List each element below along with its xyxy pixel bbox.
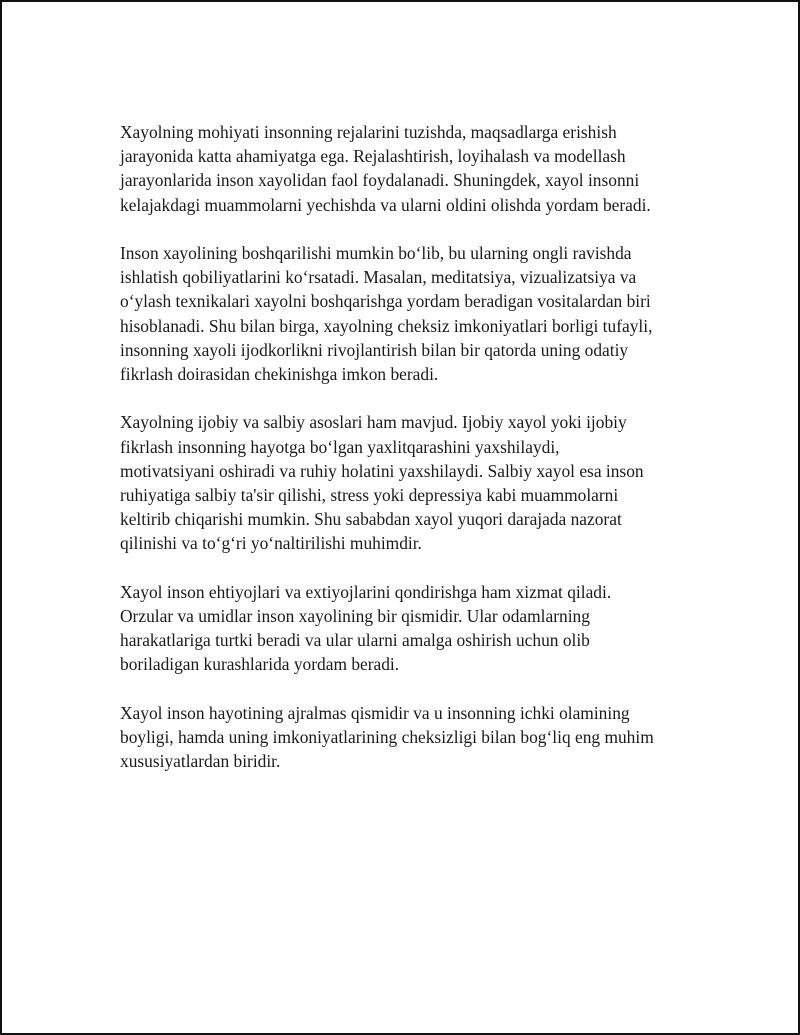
paragraph: Xayolning mohiyati insonning rejalarini tuzishda, maqsadlarga erishish jarayonida katta ahamiyatga ega. Rejalashtirish, loyihalash va modellash jarayonlarida inson xayolidan faol foydalanadi. Shuningdek, xayol insonni kelajakdagi muammolarni yechishda va ularni oldini olishda yordam beradi. xyxy=(120,122,651,215)
paragraph: Xayolning ijobiy va salbiy asoslari ham mavjud. Ijobiy xayol yoki ijobiy fikrlash insonning hayotga bo‘lgan yaxlitqarashini yaxshilaydi, motivatsiyani oshiradi va ruhiy holatini yaxshilaydi. Salbiy xayol esa inson ruhiyatiga salbiy ta'sir qilishi, stress yoki depressiya kabi muammolarni keltirib chiqarishi mumkin. Shu sababdan xayol yuqori darajada nazorat qilinishi va to‘g‘ri yo‘naltirilishi muhimdir. xyxy=(120,412,644,554)
paragraph: Xayol inson hayotining ajralmas qismidir va u insonning ichki olamining boyligi, hamda uning imkoniyatlarining cheksizligi bilan bog‘liq eng muhim xususiyatlardan biridir. xyxy=(120,702,654,772)
paragraph: Inson xayolining boshqarilishi mumkin bo‘lib, bu ularning ongli ravishda ishlatish qobiliyatlarini ko‘rsatadi. Masalan, meditatsiya, vizualizatsiya va o‘ylash texnikalari xayolni boshqarishga yordam beradigan vositalardan biri hisoblanadi. Shu bilan birga, xayolning cheksiz imkoniyatlari borligi tufayli, insonning xayoli ijodkorlikni rivojlantirish bilan bir qatorda uning odatiy fikrlash doirasidan chekinishga imkon beradi. xyxy=(120,243,653,385)
document-body xyxy=(120,120,690,773)
paragraph: Xayol inson ehtiyojlari va extiyojlarini qondirishga ham xizmat qiladi. Orzular va umidlar inson xayolining bir qismidir. Ular odamlarning harakatlariga turtki beradi va ular ularni amalga oshirish uchun olib boriladigan kurashlarida yordam beradi. xyxy=(120,581,612,675)
